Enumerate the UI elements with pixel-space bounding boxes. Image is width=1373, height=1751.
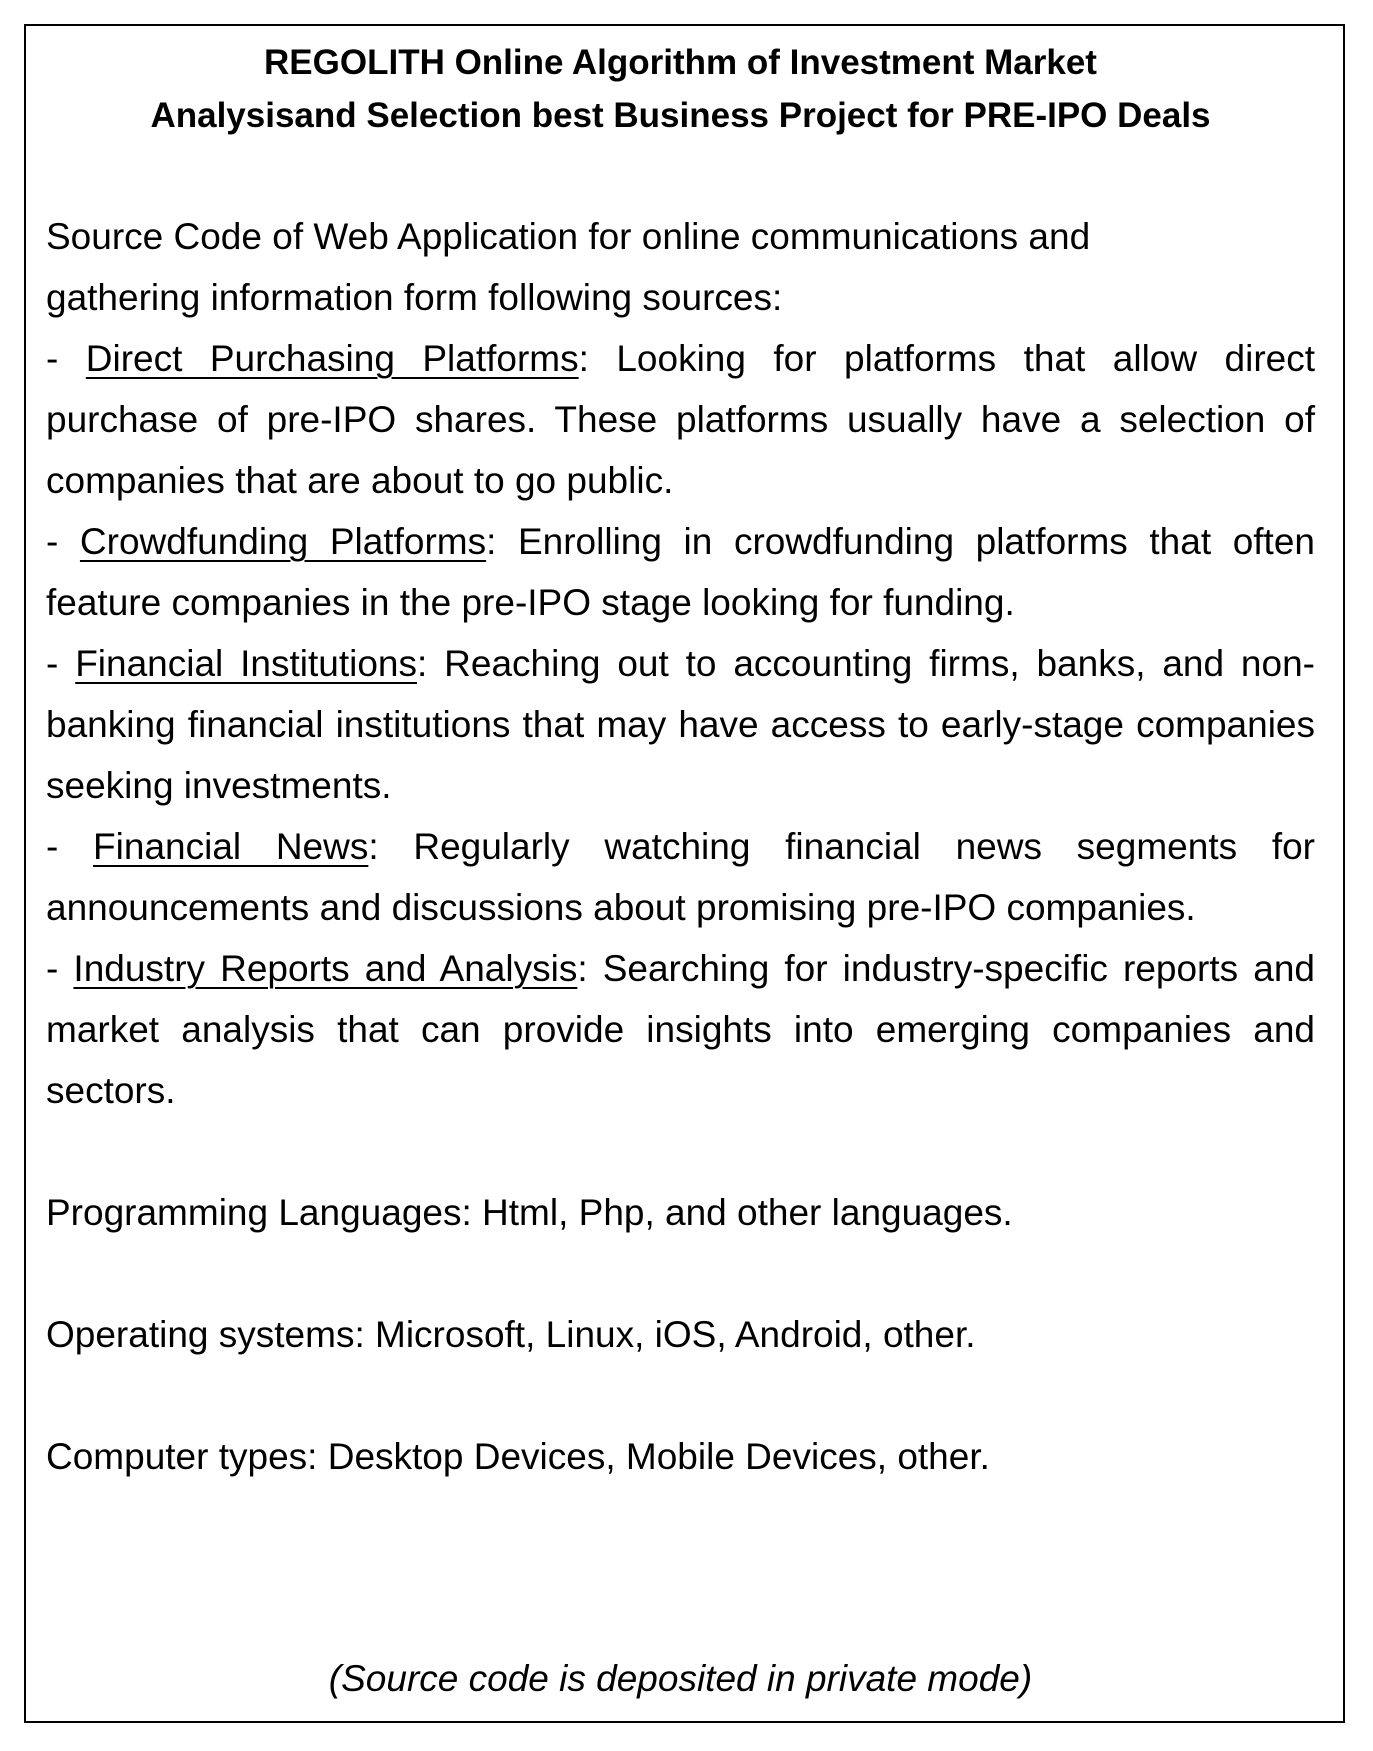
source-item-industry-reports: - Industry Reports and Analysis: Searching for industry-specific reports and market analysis that can provide insights into emerging companies and sectors. xyxy=(46,948,1315,1111)
source-name: Industry Reports and Analysis xyxy=(73,948,578,989)
spec-computer-types: Computer types: Desktop Devices, Mobile Devices, other. xyxy=(46,1436,990,1477)
source-name: Financial Institutions xyxy=(75,643,417,684)
title-line-2: Analysisand Selection best Business Project for PRE-IPO Deals xyxy=(150,96,1211,135)
spec-programming-languages: Programming Languages: Html, Php, and other languages. xyxy=(46,1192,1013,1233)
document-frame xyxy=(24,24,1345,1723)
private-mode-note: (Source code is deposited in private mode) xyxy=(328,1658,1033,1699)
document-content xyxy=(46,26,1315,1721)
source-item-financial-institutions: - Financial Institutions: Reaching out to accounting firms, banks, and non-banking financial institutions that may have access to early-stage companies seeking investments. xyxy=(46,643,1315,806)
intro-paragraph xyxy=(46,206,1315,328)
source-description: : Enrolling in crowdfunding platforms that often feature companies in the pre-IPO stage looking for funding. xyxy=(46,521,1315,623)
source-item-direct-purchasing: - Direct Purchasing Platforms: Looking for platforms that allow direct purchase of pre-IPO shares. These platforms usually have a selection of companies that are about to go public. xyxy=(46,338,1315,501)
intro-line-1: Source Code of Web Application for online communications and xyxy=(46,216,1091,257)
spec-operating-systems: Operating systems: Microsoft, Linux, iOS, Android, other. xyxy=(46,1314,976,1355)
document-title xyxy=(46,36,1315,142)
title-line-1: REGOLITH Online Algorithm of Investment Market xyxy=(264,43,1097,82)
source-description: : Regularly watching financial news segments for announcements and discussions about promising pre-IPO companies. xyxy=(46,826,1315,928)
source-name: Direct Purchasing Platforms xyxy=(85,338,579,379)
source-name: Crowdfunding Platforms xyxy=(79,521,487,562)
intro-line-2: gathering information form following sources: xyxy=(46,277,783,318)
source-description: : Looking for platforms that allow direct purchase of pre-IPO shares. These platforms usually have a selection of companies that are about to go public. xyxy=(46,338,1315,501)
source-name: Financial News xyxy=(93,826,369,867)
source-item-financial-news: - Financial News: Regularly watching financial news segments for announcements and discussions about promising pre-IPO companies. xyxy=(46,826,1315,928)
source-item-crowdfunding: - Crowdfunding Platforms: Enrolling in crowdfunding platforms that often feature companies in the pre-IPO stage looking for funding. xyxy=(46,521,1315,623)
source-description: : Reaching out to accounting firms, banks, and non-banking financial institutions that may have access to early-stage companies seeking investments. xyxy=(46,643,1315,806)
source-description: : Searching for industry-specific reports and market analysis that can provide insights into emerging companies and sectors. xyxy=(46,948,1315,1111)
